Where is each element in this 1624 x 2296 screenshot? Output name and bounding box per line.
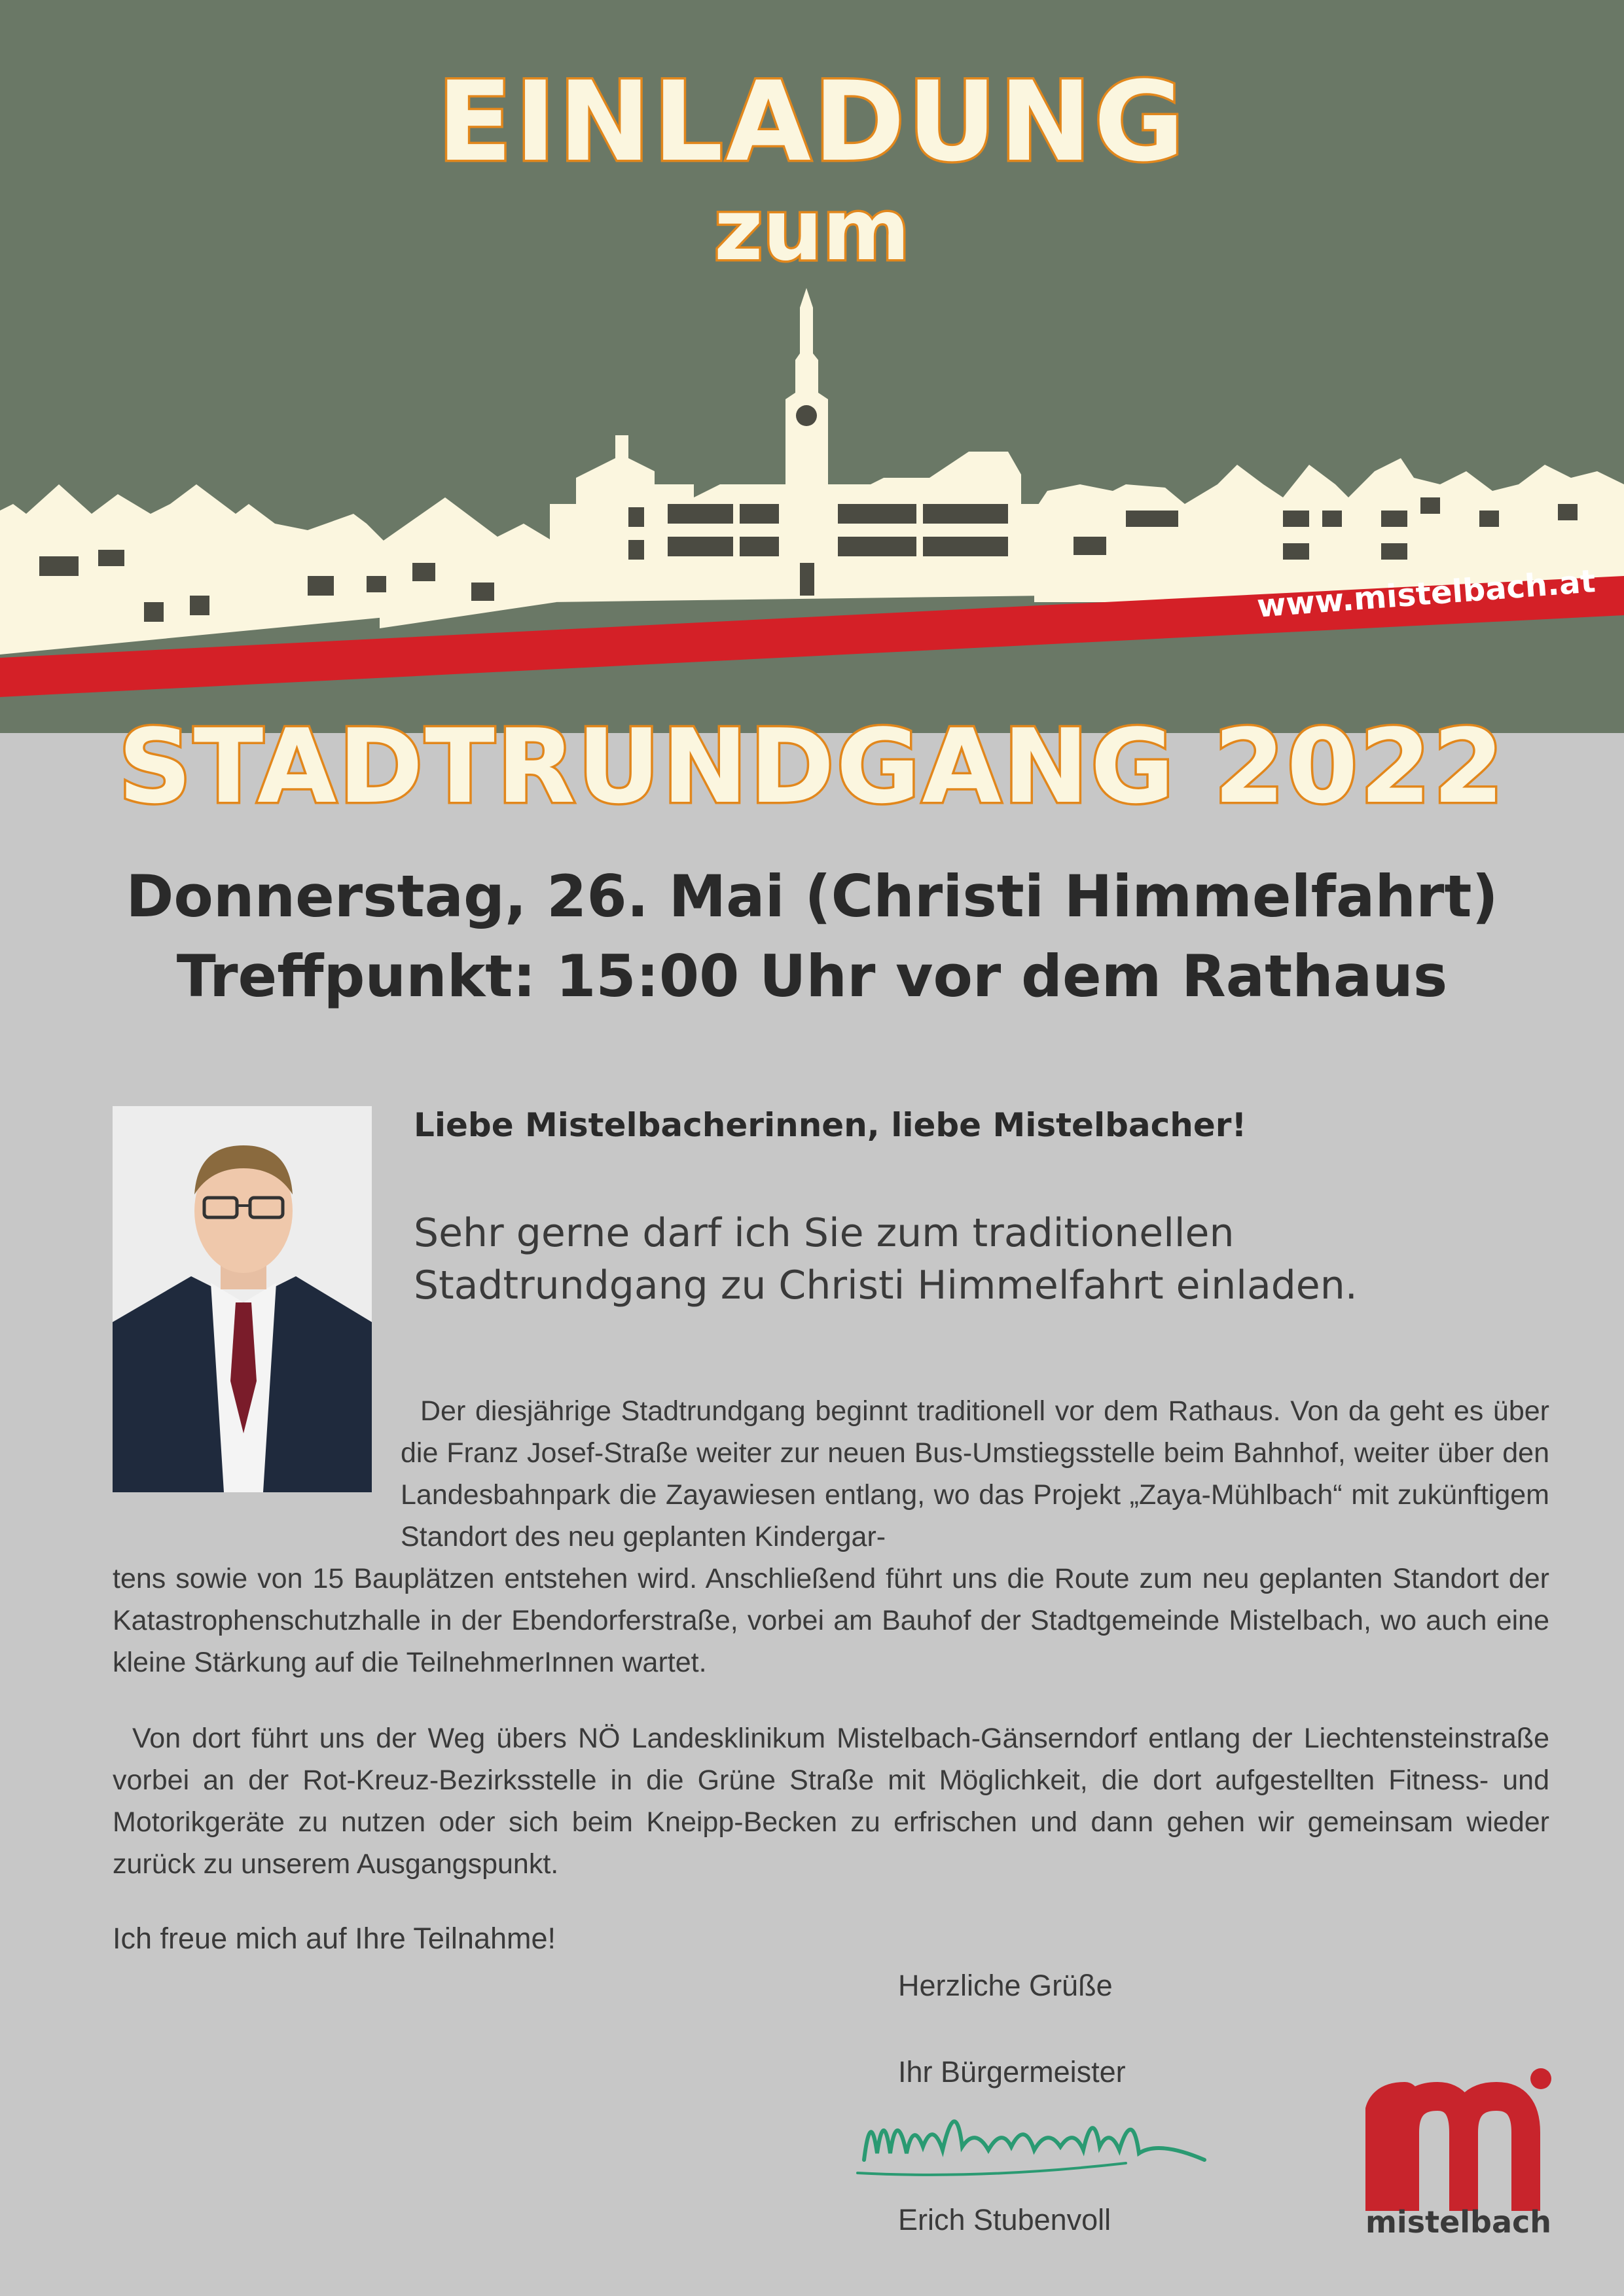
event-date: Donnerstag, 26. Mai (Christi Himmelfahrt) [126, 863, 1498, 930]
letter-paragraph-1b: tens sowie von 15 Bauplätzen entstehen wird. Anschließend führt uns die Route zum neu geplanten Standort der Katastrophenschutzhalle in der Ebendorferstraße, vorbei am Bauhof der Stadtgemeinde Mistelbach, wo auch eine kleine Stärkung auf die TeilnehmerInnen wartet. [113, 1563, 1549, 1678]
handwritten-signature [851, 2081, 1218, 2193]
mayor-portrait [113, 1106, 372, 1492]
mistelbach-logo-icon [1365, 2060, 1555, 2224]
event-title: STADTRUNDGANG 2022 [118, 707, 1506, 826]
town-skyline-illustration [0, 288, 1624, 707]
website-url: www.mistelbach.at [1255, 563, 1597, 625]
letter-paragraph-2: Von dort führt uns der Weg übers NÖ Landesklinikum Mistelbach-Gänserndorf entlang der Liechtensteinstraße vorbei an der Rot-Kreuz-Bezirksstelle in die Grüne Straße mit Möglichkeit, die dort aufgestellten Fitness- und Motorikgeräte zu nutzen oder sich beim Kneipp-Becken zu erfrischen und dann gehen wir gemeinsam wieder zurück zu unserem Ausgangspunkt. [113, 1723, 1549, 1880]
invitation-heading: EINLADUNG [437, 58, 1187, 186]
letter-paragraph-1a: Der diesjährige Stadtrundgang beginnt traditionell vor dem Rathaus. Von da geht es über die Franz Josef-Straße weiter zur neuen Bus-Umstiegsstelle beim Bahnhof, weiter über den Landesbahnpark die Zayawiesen entlang, wo das Projekt „Zaya-Mühlbach“ mit zukünftigem Standort des neu geplanten Kindergar- [401, 1395, 1549, 1552]
logo-wordmark: mistelbach [1365, 2204, 1552, 2240]
meeting-point: Treffpunkt: 15:00 Uhr vor dem Rathaus [176, 942, 1448, 1010]
signer-title: Ihr Bürgermeister [898, 2055, 1126, 2089]
letter-greeting: Liebe Mistelbacherinnen, liebe Mistelbacher! [414, 1106, 1247, 1144]
letter-closing: Ich freue mich auf Ihre Teilnahme! [113, 1922, 556, 1955]
invitation-subheading: zum [714, 182, 910, 279]
signer-name: Erich Stubenvoll [898, 2203, 1111, 2236]
letter-regards: Herzliche Grüße [898, 1969, 1113, 2002]
letter-intro: Sehr gerne darf ich Sie zum traditionellen Stadtrundgang zu Christi Himmelfahrt einladen. [414, 1210, 1358, 1308]
